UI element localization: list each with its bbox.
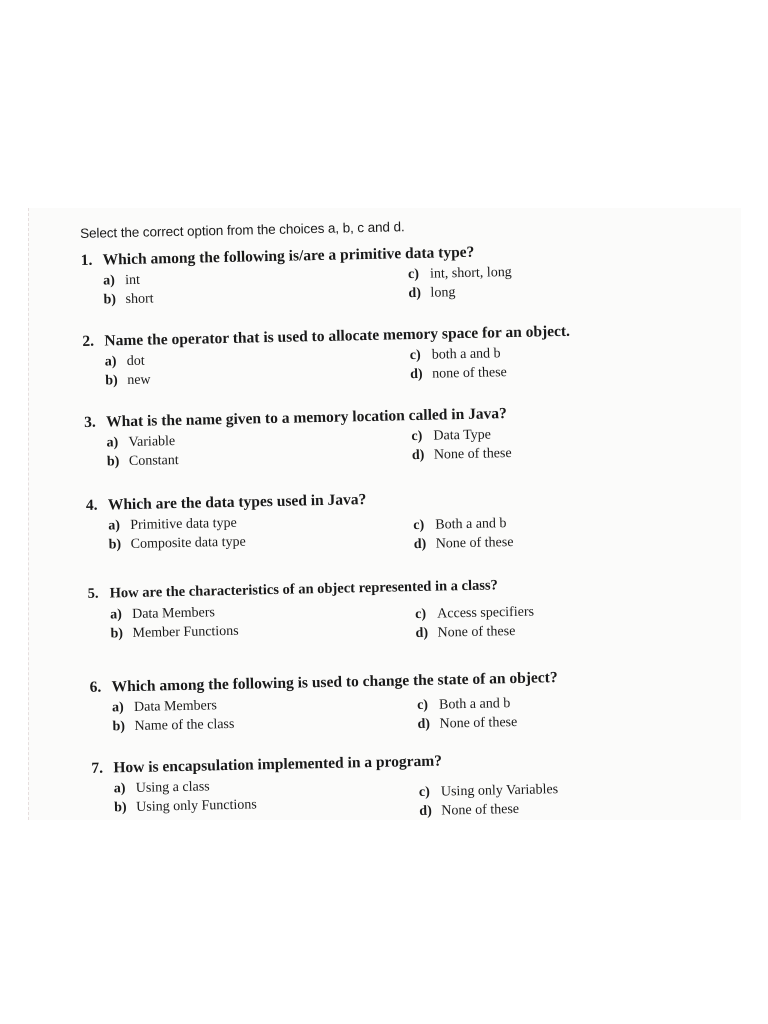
option-d: [410, 360, 650, 384]
option-letter: d): [413, 536, 427, 553]
question-text: Which are the data types used in Java?: [107, 491, 367, 514]
option-text: None of these: [433, 446, 512, 463]
question-text: How is encapsulation implemented in a program?: [113, 752, 443, 777]
option-letter: b): [105, 373, 118, 389]
option-d: [415, 619, 655, 643]
question-number: 6.: [89, 678, 102, 696]
option-letter: b): [110, 626, 124, 642]
option-text: Both a and b: [438, 696, 511, 713]
option-letter: d): [415, 625, 429, 642]
option-text: None of these: [437, 623, 516, 641]
option-text: Member Functions: [132, 623, 239, 641]
option-letter: a): [113, 781, 126, 797]
option-text: dot: [126, 353, 145, 370]
option-text: None of these: [439, 714, 518, 732]
option-letter: d): [410, 366, 423, 383]
option-text: long: [430, 285, 456, 301]
option-letter: c): [411, 428, 423, 445]
question-number: 3.: [83, 413, 96, 431]
option-text: Name of the class: [134, 716, 235, 734]
option-d: [412, 441, 652, 465]
option-text: Primitive data type: [130, 515, 237, 534]
option-letter: b): [108, 537, 122, 553]
option-text: Constant: [128, 452, 179, 470]
option-letter: d): [408, 285, 422, 302]
option-letter: d): [417, 716, 431, 733]
question-text: Which among the following is used to change the state of an object?: [111, 669, 558, 696]
quiz-page: [80, 214, 652, 828]
option-text: Data Type: [433, 427, 492, 444]
option-text: int: [124, 272, 141, 289]
option-d: [408, 279, 648, 303]
option-text: new: [127, 372, 151, 389]
option-letter: a): [108, 518, 121, 534]
option-letter: d): [419, 803, 432, 820]
option-letter: a): [103, 273, 115, 289]
option-text: short: [125, 291, 154, 308]
question-number: 2.: [82, 332, 95, 350]
option-text: Using a class: [135, 779, 210, 796]
option-letter: b): [106, 454, 120, 470]
question-7: [91, 747, 652, 828]
option-letter: c): [409, 347, 421, 364]
option-letter: a): [111, 700, 124, 716]
option-letter: d): [411, 447, 425, 464]
question-number: 1.: [80, 251, 93, 269]
question-4: [86, 484, 647, 561]
option-text: Data Members: [133, 698, 218, 715]
option-letter: c): [407, 266, 420, 283]
instruction-text: Select the correct option from the choices a, b, c and d.: [80, 219, 405, 241]
option-letter: c): [418, 784, 430, 801]
option-d: [414, 530, 654, 554]
question-text: What is the name given to a memory location called in Java?: [105, 405, 508, 431]
question-number: 7.: [91, 759, 104, 777]
option-text: int, short, long: [429, 264, 512, 282]
option-text: Access specifiers: [437, 604, 535, 622]
option-text: Composite data type: [130, 534, 246, 553]
question-6: [89, 666, 650, 741]
option-text: Data Members: [131, 605, 216, 622]
question-text: Name the operator that is used to allocate memory space for an object.: [104, 322, 571, 350]
question-number: 5.: [87, 585, 99, 602]
option-text: None of these: [435, 534, 514, 552]
option-letter: c): [415, 606, 427, 623]
option-letter: b): [103, 292, 117, 308]
question-5: [88, 573, 649, 650]
question-1: [81, 239, 642, 310]
option-letter: c): [416, 697, 429, 714]
option-letter: a): [106, 435, 119, 451]
option-text: Variable: [128, 434, 176, 451]
option-d: [417, 710, 657, 734]
question-number: 4.: [85, 496, 98, 514]
option-text: both a and b: [431, 346, 501, 363]
option-letter: a): [104, 354, 117, 370]
option-text: Using only Functions: [136, 797, 257, 815]
option-letter: b): [112, 719, 126, 735]
question-2: [82, 320, 643, 391]
option-text: Using only Variables: [440, 782, 559, 800]
option-text: none of these: [432, 365, 507, 382]
question-3: [84, 401, 645, 472]
option-letter: c): [413, 517, 425, 534]
option-letter: b): [114, 800, 127, 816]
question-text: How are the characteristics of an object represented in a class?: [109, 577, 498, 602]
option-letter: a): [109, 607, 122, 623]
option-text: Both a and b: [435, 516, 507, 533]
option-text: None of these: [441, 801, 520, 819]
question-text: Which among the following is/are a primitive data type?: [102, 243, 475, 269]
